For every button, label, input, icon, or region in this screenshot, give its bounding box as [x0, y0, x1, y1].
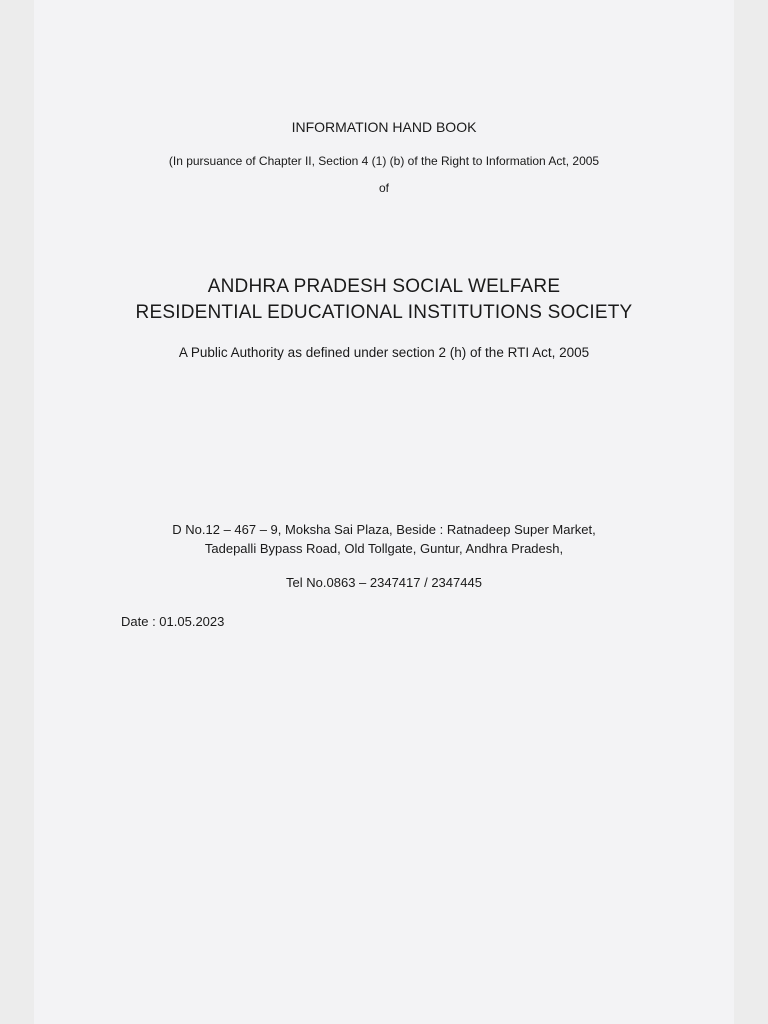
document-date: Date : 01.05.2023	[121, 614, 225, 629]
handbook-title: INFORMATION HAND BOOK	[291, 119, 477, 135]
document-page	[34, 0, 734, 1024]
telephone-text: Tel No.0863 – 2347417 / 2347445	[286, 575, 482, 590]
authority-text: A Public Authority as defined under section 2 (h) of the RTI Act, 2005	[178, 345, 590, 360]
of-text: of	[378, 181, 389, 195]
org-name-line2: RESIDENTIAL EDUCATIONAL INSTITUTIONS SOCIETY	[135, 302, 633, 323]
pursuance-text: (In pursuance of Chapter II, Section 4 (1) (b) of the Right to Information Act, 2005	[168, 154, 600, 168]
address-line2: Tadepalli Bypass Road, Old Tollgate, Guntur, Andhra Pradesh,	[204, 541, 564, 556]
address-line1: D No.12 – 467 – 9, Moksha Sai Plaza, Beside : Ratnadeep Super Market,	[172, 522, 596, 537]
org-name-line1: ANDHRA PRADESH SOCIAL WELFARE	[207, 276, 561, 297]
